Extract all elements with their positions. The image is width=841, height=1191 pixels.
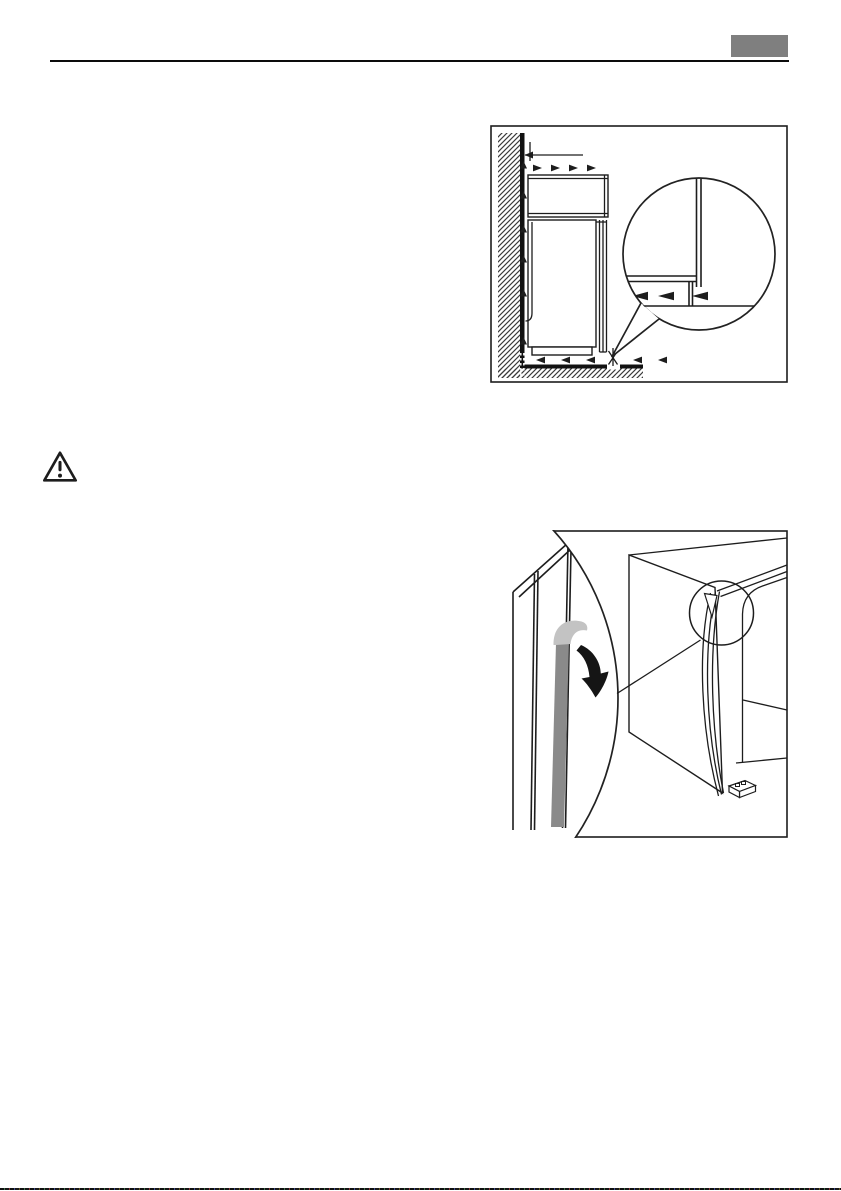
appliance-side-view [526,175,609,355]
ventilation-clearance-drawing [490,125,788,383]
warning-triangle-icon [41,448,79,488]
page-number-tab [731,35,788,57]
figure-sealing-strip [490,530,788,838]
header-rule [50,60,789,62]
page-bottom-scan-line [0,1188,841,1191]
top-compartment [528,175,608,217]
figure-ventilation-clearance [490,125,788,383]
plinth [532,347,592,355]
cabinet-body [528,220,596,347]
sealing-strip-drawing [490,530,788,838]
floor-bar [520,365,643,369]
exclamation-bar [58,461,61,471]
exclamation-dot [58,474,62,478]
